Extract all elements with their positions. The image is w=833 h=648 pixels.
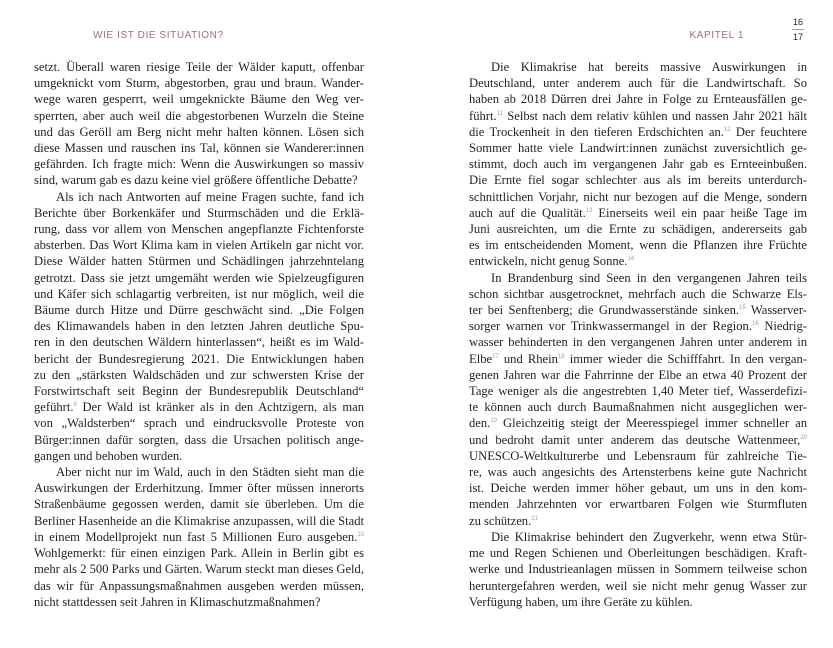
text-line	[34, 432, 364, 448]
line-text: Berliner Hasenheide an die Klimakrise anzupassen, will die Stadt	[34, 513, 364, 528]
line-text: schnittlichen Vorjahr, nicht nur bezogen auf die Menge, sondern	[469, 189, 807, 204]
text-line	[34, 561, 364, 577]
running-head-left: WIE IST DIE SITUATION?	[93, 30, 224, 41]
line-text: re, was auch angesichts des Artensterbens keine gute Nachricht	[469, 465, 807, 480]
line-text: und das Geröll am Berg nicht mehr halten können. Lösen sich	[34, 124, 364, 139]
line-text: Als ich nach Antworten auf meine Fragen suchte, fand ich	[56, 189, 364, 204]
line-text: haben ab 2018 Dürren drei Jahre in Folge zu Ernteausfällen ge-	[469, 92, 807, 107]
page-number-right: 17	[792, 32, 803, 42]
footnote-marker[interactable]: 9	[73, 402, 77, 409]
text-line	[469, 91, 807, 107]
line-text: wasser behinderten in den vergangenen Jahren unter anderem in	[469, 335, 807, 350]
line-text: mehr als 2 500 Parks und Gärten. Warum steckt man dieses Geld,	[34, 562, 364, 577]
line-text-continued: und Rhein	[498, 351, 558, 366]
line-text: die Trockenheit in den tieferen Erdschichten an.	[469, 124, 724, 139]
text-line	[34, 578, 364, 594]
line-text: getrotzt. Dass sie jetzt umgemäht werden wie Spielzeugfiguren	[34, 270, 364, 285]
line-text: heruntergefahren werden, weil sie nicht mehr genug Wasser zur	[469, 578, 807, 593]
text-line	[34, 334, 364, 350]
text-line	[34, 302, 364, 318]
line-text: Elbe	[469, 351, 493, 366]
line-text: me und Regen Schienen und Oberleitungen beschädigen. Kraft-	[469, 546, 807, 561]
text-line	[34, 383, 364, 399]
text-line	[469, 496, 807, 512]
text-line	[469, 205, 807, 221]
text-line	[469, 172, 807, 188]
right-page-body	[469, 59, 807, 610]
line-text: Sommer hatte viele Landwirt:innen zunächst zuversichtlich ge-	[469, 141, 807, 156]
line-text: nicht stattdessen seit Jahren in Klimaschutzmaßnahmen?	[34, 594, 321, 609]
line-text: Die Klimakrise behindert den Zugverkehr, wenn etwa Stür-	[491, 529, 807, 544]
text-line	[469, 253, 807, 269]
line-text: stimmt, doch auch im vergangenen Jahr gab es Ernteeinbußen.	[469, 157, 807, 172]
line-text: entwickeln, nicht genug Sonne.	[469, 254, 628, 269]
text-line	[469, 189, 807, 205]
text-line	[34, 108, 364, 124]
text-line	[34, 172, 364, 188]
line-text: das wir für Anpassungsmaßnahmen ausgeben werden müssen,	[34, 578, 364, 593]
line-text: Auswirkungen der Erderhitzung. Immer öfter müssen innerorts	[34, 481, 364, 496]
text-line	[34, 367, 364, 383]
text-line	[34, 124, 364, 140]
line-text: umgeknickt vom Sturm, abgestorben, grau und braun. Wander-	[34, 76, 364, 91]
line-text: wege waren gesperrt, weil umgeknickte Bäume den Weg ver-	[34, 92, 364, 107]
text-line	[34, 415, 364, 431]
line-text: Juni ausreichten, um die Ernte zu schädigen, andererseits gab	[469, 222, 807, 237]
text-line	[34, 351, 364, 367]
line-text: schon sichtbar ausgetrocknet, mehrfach auch die Schwarze Els-	[469, 286, 807, 301]
footnote-marker[interactable]: 17	[492, 353, 499, 360]
text-line	[34, 318, 364, 334]
text-line	[34, 286, 364, 302]
line-text: auch auf die Qualität.	[469, 205, 586, 220]
text-line	[469, 124, 807, 140]
line-text-continued: Selbst nach dem relativ kühlen und nassen Jahr 2021 hält	[502, 108, 807, 123]
text-line	[34, 399, 364, 415]
text-line	[469, 529, 807, 545]
line-text: Straßenbäume gegossen werden, damit sie überleben. Um die	[34, 497, 364, 512]
line-text: und bedroht damit unter anderem das deutsche Wattenmeer,	[469, 432, 801, 447]
line-text-continued: Einerseits weil ein paar heiße Tage im	[592, 205, 807, 220]
line-text: und Käfer sich schlagartig verbreiten, ist nur möglich, weil die	[34, 286, 364, 301]
text-line	[34, 480, 364, 496]
text-line	[469, 156, 807, 172]
text-line	[34, 140, 364, 156]
line-text: sorger warnen vor Trinkwassermangel in der Region.	[469, 319, 752, 334]
line-text: führt.	[469, 108, 497, 123]
line-text: Berichte über Borkenkäfer und Sturmschäden und die Erklä-	[34, 205, 364, 220]
text-line	[34, 448, 364, 464]
text-line	[34, 221, 364, 237]
line-text-continued: Wasserver-	[745, 303, 807, 318]
footnote-marker[interactable]: 21	[531, 515, 538, 522]
text-line	[469, 140, 807, 156]
line-text: des Klimawandels haben in den letzten Jahren deutliche Spu-	[34, 319, 364, 334]
page-number-left: 16	[792, 17, 803, 27]
line-text: Verfügung haben, um ihre Geräte zu kühlen.	[469, 594, 693, 609]
text-line	[34, 594, 364, 610]
text-line	[34, 59, 364, 75]
line-text: genen Jahren war die Fahrrinne der Elbe an etwa 40 Prozent der	[469, 367, 807, 382]
line-text: Forstwirtschaft seit Beginn der Bundesrepublik Deutschland“	[34, 384, 364, 399]
line-text-continued: Gleichzeitig steigt der Meeresspiegel immer schneller an	[497, 416, 807, 431]
text-line	[34, 156, 364, 172]
running-head-right: KAPITEL 1	[689, 30, 744, 41]
text-line	[469, 594, 807, 610]
footnote-marker[interactable]: 18	[557, 353, 565, 360]
text-line	[469, 302, 807, 318]
text-line	[34, 496, 364, 512]
text-line	[469, 75, 807, 91]
text-line	[469, 351, 807, 367]
text-line	[34, 253, 364, 269]
line-text: In Brandenburg sind Seen in den vergangenen Jahren teils	[491, 270, 807, 285]
text-line	[469, 415, 807, 431]
text-line	[469, 432, 807, 448]
footnote-marker[interactable]: 11	[496, 110, 503, 117]
footnote-marker[interactable]: 19	[490, 418, 498, 425]
text-line	[34, 205, 364, 221]
line-text: gefährden. Ich fragte mich: Wenn die Auswirkungen so massiv	[34, 157, 364, 172]
text-line	[469, 334, 807, 350]
page-numbers	[791, 16, 805, 43]
line-text: es im entscheidenden Moment, wenn die Pflanzen ihre Früchte	[469, 238, 807, 253]
text-line	[34, 513, 364, 529]
line-text: werke und Industrieanlagen müssen in Sommern teilweise schon	[469, 562, 807, 577]
line-text: Bäume durch Hitze und Dürre geschwächt sind. „Die Folgen	[34, 303, 364, 318]
text-line	[469, 561, 807, 577]
text-line	[469, 383, 807, 399]
page-number-divider	[792, 29, 804, 30]
line-text: Aber nicht nur im Wald, auch in den Städten sieht man die	[56, 465, 364, 480]
footnote-marker[interactable]: 20	[800, 434, 807, 441]
line-text: diese Massen und rauschen ins Tal, können sie Wanderer:innen	[34, 141, 364, 156]
line-text-continued: Der Wald ist kränker als in den Achtzigern, als man	[76, 400, 364, 415]
line-text: setzt. Überall waren riesige Teile der Wälder kaputt, offenbar	[34, 60, 364, 74]
text-line	[469, 448, 807, 464]
footnote-marker[interactable]: 15	[739, 305, 746, 312]
line-text: Die Klimakrise hat bereits massive Auswirkungen in	[491, 60, 807, 74]
footnote-marker[interactable]: 12	[723, 126, 731, 133]
text-line	[469, 578, 807, 594]
line-text: Diese Wälder hatten Stürmen und Schädlingen jahrzehntelang	[34, 254, 364, 269]
line-text: bericht der Bundesregierung 2021. Die Entwicklungen haben	[34, 351, 364, 366]
text-line	[469, 221, 807, 237]
text-line	[469, 270, 807, 286]
line-text: te können auch durch Baumaßnahmen nicht ausgeglichen wer-	[469, 400, 807, 415]
line-text: Die Ernte fiel sogar schlechter aus als im bereits unterdurch-	[469, 173, 807, 188]
line-text: sperrten, aber auch weil die abgestorbenen Wurzeln die Steine	[34, 108, 364, 123]
text-line	[469, 367, 807, 383]
line-text: UNESCO-Weltkulturerbe und Lebensraum für zahlreiche Tie-	[469, 448, 807, 463]
text-line	[34, 464, 364, 480]
line-text: Tage weniger als die angestrebten 1,40 Meter tief, Wasserdefizi-	[469, 384, 807, 399]
text-line	[34, 545, 364, 561]
line-text: Deutschland, unter anderem auch für die Landwirtschaft. So	[469, 76, 807, 91]
text-line	[469, 108, 807, 124]
text-line	[34, 237, 364, 253]
text-line	[34, 529, 364, 545]
text-line	[34, 270, 364, 286]
line-text: ist. Deiche werden immer höher gebaut, um uns in den kom-	[469, 481, 807, 496]
line-text: sind, warum gab es dazu keine viel größere öffentliche Debatte?	[34, 173, 358, 188]
line-text: geführt.	[34, 400, 74, 415]
line-text: absterben. Das Wort Klima kam in vielen Artikeln gar nicht vor.	[34, 238, 364, 253]
text-line	[34, 91, 364, 107]
line-text: gangen und behoben wurden.	[34, 448, 183, 463]
line-text: ter bei Senftenberg; die Grundwasserstände sinken.	[469, 303, 740, 318]
line-text-continued: Niedrig-	[758, 319, 807, 334]
left-page-body	[34, 59, 364, 610]
line-text: den.	[469, 416, 491, 431]
line-text: zu den „stärksten Waldschäden und zur schwersten Krise der	[34, 367, 364, 382]
text-line	[469, 286, 807, 302]
text-line	[469, 237, 807, 253]
text-line	[469, 399, 807, 415]
text-line	[469, 464, 807, 480]
line-text-continued: immer wieder die Schifffahrt. In den vergan-	[564, 351, 807, 366]
text-line	[34, 189, 364, 205]
footnote-marker[interactable]: 14	[627, 256, 635, 263]
line-text: Bürger:innen dafür sorgten, dass die Ursachen politisch ange-	[34, 432, 364, 447]
line-text: rung, dass vor allem von Menschen angepflanzte Fichtenforste	[34, 222, 364, 237]
line-text: ren in den deutschen Wäldern hinterlassen“, heißt es im Wald-	[34, 335, 364, 350]
text-line	[469, 545, 807, 561]
footnote-marker[interactable]: 10	[357, 531, 364, 538]
line-text: von „Waldsterben“ sprach und eindrucksvolle Proteste von	[34, 416, 364, 431]
text-line	[469, 318, 807, 334]
line-text: Wohlgemerkt: für einen einzigen Park. Allein in Berlin gibt es	[34, 546, 364, 561]
line-text-continued: Der feuchtere	[730, 124, 808, 139]
line-text: menden Jahrzehnten vor erwartbaren Folgen wie Sturmfluten	[469, 497, 807, 512]
text-line	[469, 59, 807, 75]
line-text: in einem Modellprojekt nun fast 5 Millionen Euro ausgeben.	[34, 529, 358, 544]
text-line	[34, 75, 364, 91]
line-text: zu schützen.	[469, 513, 532, 528]
text-line	[469, 513, 807, 529]
text-line	[469, 480, 807, 496]
footnote-marker[interactable]: 13	[585, 207, 593, 214]
footnote-marker[interactable]: 16	[752, 321, 759, 328]
